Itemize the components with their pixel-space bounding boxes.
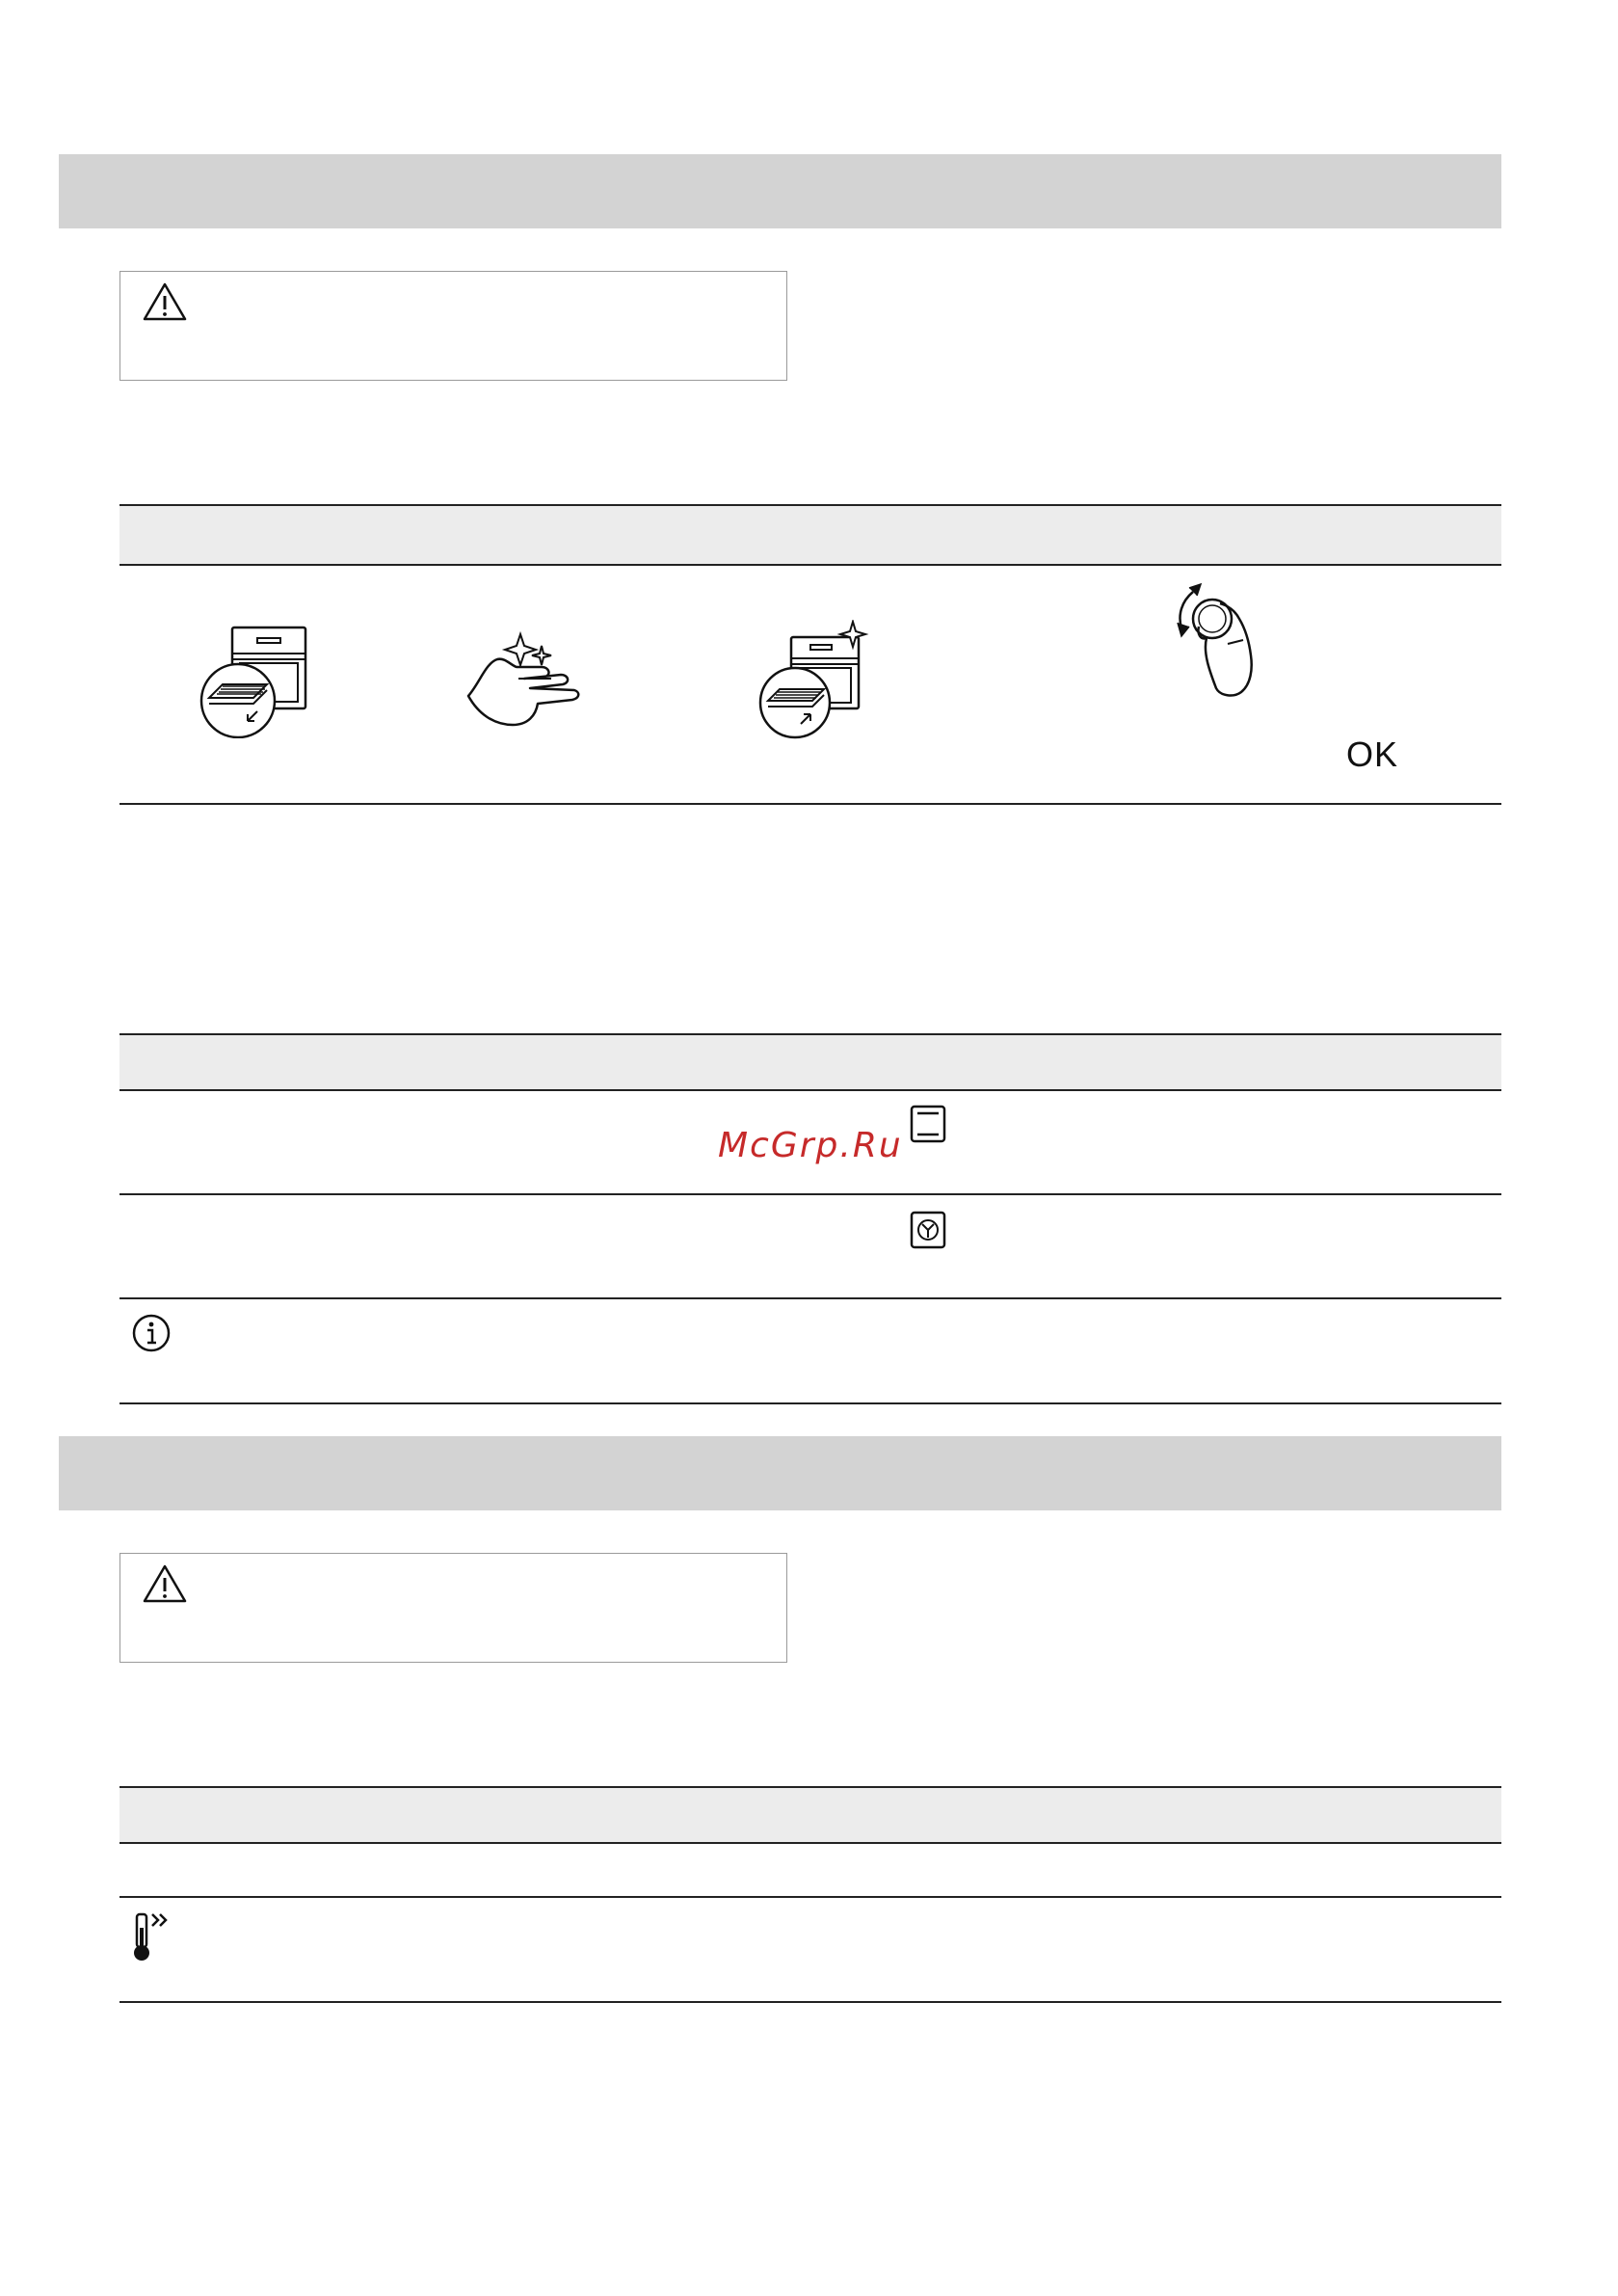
table-rule bbox=[119, 1033, 1501, 1035]
top-bottom-heat-icon bbox=[910, 1105, 946, 1143]
warning-triangle-icon bbox=[142, 281, 188, 322]
table-rule bbox=[119, 1089, 1501, 1091]
watermark: McGrp.Ru bbox=[718, 1126, 903, 1165]
section-2-header-band bbox=[59, 1436, 1501, 1510]
table-rule bbox=[119, 1193, 1501, 1195]
table-rule bbox=[119, 504, 1501, 506]
steps-table-header bbox=[119, 506, 1501, 564]
table-rule bbox=[119, 803, 1501, 805]
table-rule bbox=[119, 1786, 1501, 1788]
warning-triangle-icon bbox=[142, 1563, 188, 1604]
function-table-header bbox=[119, 1034, 1501, 1089]
table-rule bbox=[119, 564, 1501, 566]
table-rule bbox=[119, 1842, 1501, 1844]
warning-box-1 bbox=[119, 271, 787, 381]
warning-box-2 bbox=[119, 1553, 787, 1663]
fast-heat-up-icon bbox=[129, 1910, 177, 1964]
table-rule bbox=[119, 1402, 1501, 1404]
oven-rack-insert-icon bbox=[756, 620, 872, 739]
section-1-header-band bbox=[59, 154, 1501, 228]
info-circle-icon bbox=[131, 1313, 172, 1353]
oven-rack-remove-icon bbox=[198, 625, 309, 738]
table-rule bbox=[119, 1297, 1501, 1299]
table-rule bbox=[119, 2001, 1501, 2003]
cleaning-cloth-icon bbox=[461, 625, 586, 733]
table-rule bbox=[119, 1896, 1501, 1898]
section-2-table-header bbox=[119, 1788, 1501, 1842]
fan-heat-icon bbox=[910, 1211, 946, 1249]
ok-label: OK bbox=[1346, 734, 1399, 774]
rotary-knob-hand-icon bbox=[1168, 576, 1276, 702]
